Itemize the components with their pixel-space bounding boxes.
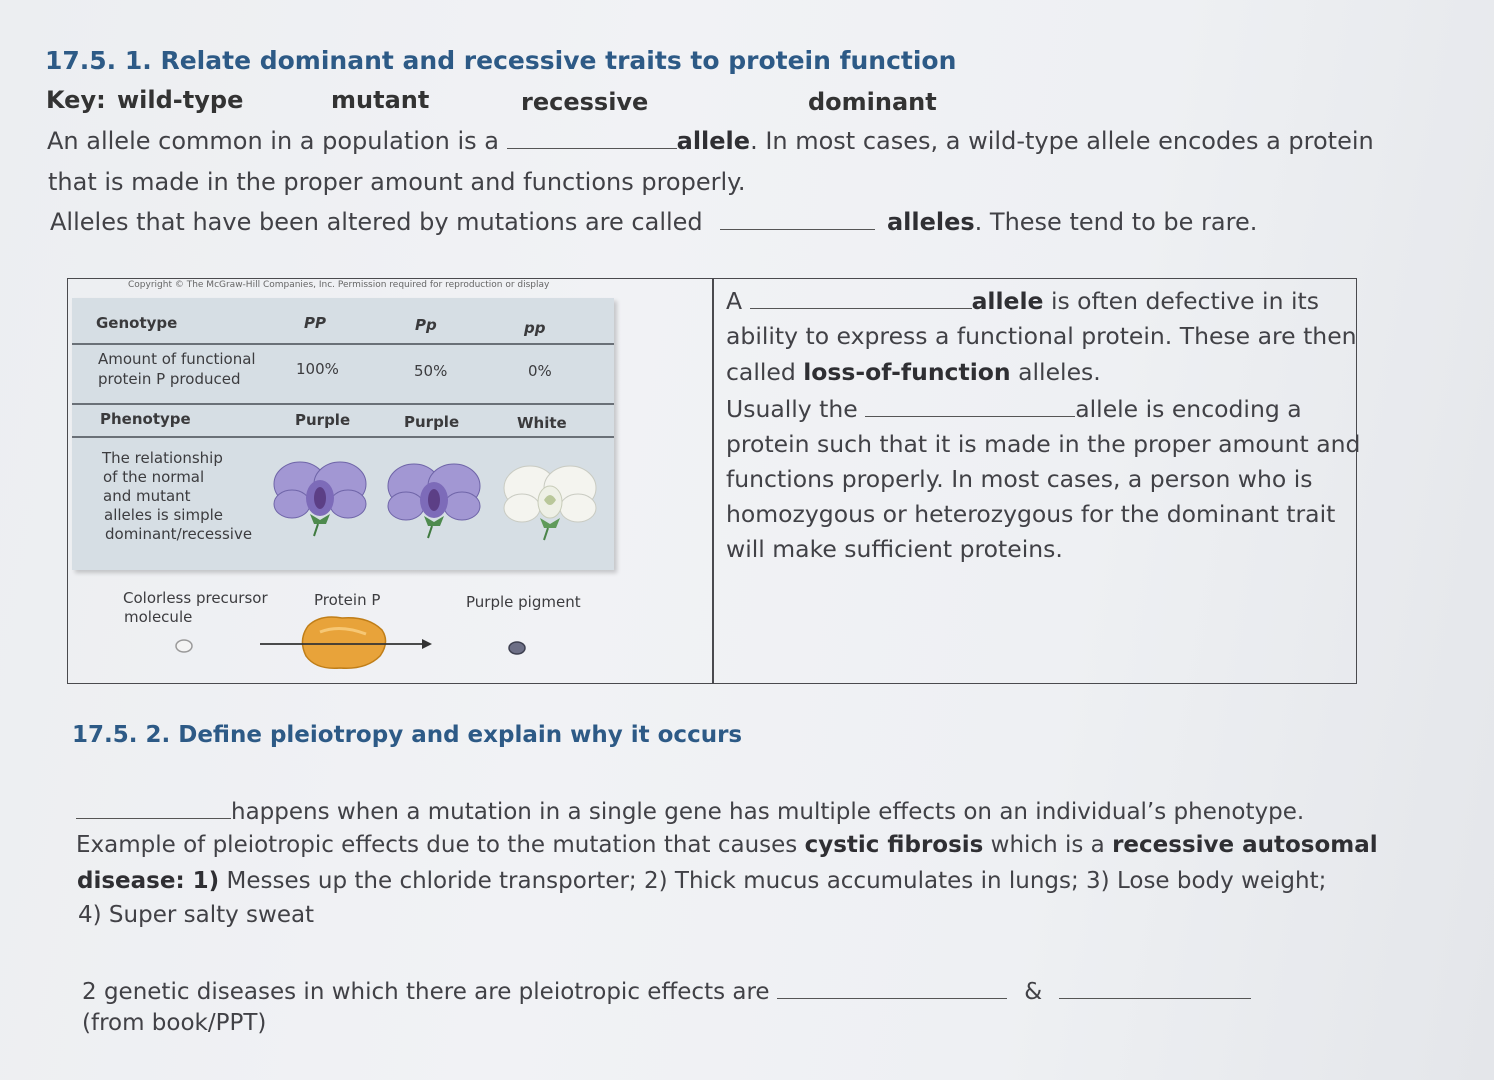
p2-bold: alleles <box>886 208 975 236</box>
s2-l2a: Example of pleiotropic effects due to the mutation that causes <box>76 832 805 858</box>
genotype-Pp: Pp <box>415 316 437 334</box>
amount-PP: 100% <box>296 360 339 378</box>
s2-l3-rest: Messes up the chloride transporter; 2) Thick mucus accumulates in lungs; 3) Lose body weight; <box>219 868 1327 894</box>
right-line-1 <box>726 286 1319 315</box>
blank-dominant[interactable] <box>865 394 1075 417</box>
pleiotropy-line-2 <box>76 832 1378 858</box>
paragraph-mutant <box>50 207 1257 236</box>
right-line-5: protein such that it is made in the proper amount and <box>726 430 1361 458</box>
relationship-line: and mutant <box>103 487 191 505</box>
protein-p-icon <box>302 617 385 668</box>
p2-text: Alleles that have been altered by mutations are called <box>50 208 703 236</box>
white-flower-icon <box>500 460 600 542</box>
right-line-2: ability to express a functional protein. These are then <box>726 322 1357 350</box>
right-line-3 <box>726 358 1101 386</box>
p1-line2: that is made in the proper amount and functions properly. <box>48 168 746 196</box>
relationship-line: The relationship <box>102 449 223 467</box>
r1-bold: allele <box>971 287 1044 315</box>
blank-recessive[interactable] <box>750 286 972 309</box>
arrow-head-icon <box>422 639 432 649</box>
pleiotropy-line-3 <box>77 868 1326 894</box>
diseases-question <box>82 976 1251 1005</box>
r3-bold: loss-of-function <box>803 358 1011 386</box>
s2-l2-bold1: cystic fibrosis <box>804 832 984 858</box>
r4-text-2: allele is encoding a <box>1075 395 1302 423</box>
right-line-4 <box>726 394 1302 423</box>
p1-text-2: . In most cases, a wild-type allele encodes a protein <box>750 127 1374 155</box>
phenotype-pp: White <box>517 414 567 432</box>
key-term-recessive: recessive <box>521 88 649 116</box>
phenotype-PP: Purple <box>295 411 351 429</box>
genotype-pp: pp <box>524 319 546 337</box>
section2-title: 17.5. 2. Define pleiotropy and explain why it occurs <box>72 722 743 748</box>
key-term-dominant: dominant <box>808 88 937 116</box>
copyright-note: Copyright © The McGraw-Hill Companies, Inc. Permission required for reproduction or display <box>128 280 550 290</box>
figure-rule <box>72 436 614 438</box>
genotype-figure <box>72 298 614 570</box>
r4-text: Usually the <box>726 395 858 423</box>
purple-flower-icon <box>384 458 484 540</box>
right-line-7: homozygous or heterozygous for the dominant trait <box>726 500 1336 528</box>
amount-label-1: Amount of functional <box>98 350 256 368</box>
blank-disease-1[interactable] <box>777 976 1007 999</box>
s2-l3-num: 1) <box>184 868 220 894</box>
purple-pigment-icon <box>509 642 525 654</box>
section1-title: 17.5. 1. Relate dominant and recessive traits to protein function <box>45 46 957 75</box>
pleiotropy-line-1 <box>76 796 1304 825</box>
precursor-molecule-icon <box>176 640 192 652</box>
s2-l2b: which is a <box>983 832 1113 858</box>
protein-label: Protein P <box>314 591 381 609</box>
figure-rule <box>72 403 614 405</box>
s2-l3-bold: disease: <box>77 868 185 894</box>
amount-pp: 0% <box>528 362 552 380</box>
key-term-mutant: mutant <box>331 86 430 114</box>
pleiotropy-line-4: 4) Super salty sweat <box>78 902 315 928</box>
key-term-wild-type: wild-type <box>117 86 244 114</box>
r3-text: called <box>726 358 804 386</box>
blank-wild-type[interactable] <box>507 126 677 149</box>
r1-text-2: is often defective in its <box>1043 287 1319 315</box>
pigment-label: Purple pigment <box>466 593 581 611</box>
right-line-6: functions properly. In most cases, a person who is <box>726 465 1313 493</box>
amount-Pp: 50% <box>414 362 448 380</box>
blank-disease-2[interactable] <box>1059 976 1251 999</box>
paragraph-wild-type <box>47 126 1374 155</box>
s2-l1: happens when a mutation in a single gene has multiple effects on an individual’s phenotype. <box>231 799 1305 825</box>
figure-rule <box>72 343 614 345</box>
genotype-label: Genotype <box>96 314 178 332</box>
right-line-8: will make sufficient proteins. <box>726 535 1063 563</box>
diseases-source: (from book/PPT) <box>82 1010 267 1036</box>
p1-bold: allele <box>676 127 751 155</box>
box-divider <box>712 278 714 684</box>
p1-text: An allele common in a population is a <box>47 127 499 155</box>
precursor-label-2: molecule <box>124 608 193 626</box>
s2-l2-bold2: recessive autosomal <box>1112 832 1378 858</box>
precursor-label: Colorless precursor <box>123 589 268 607</box>
pathway-diagram <box>170 612 540 674</box>
genotype-PP: PP <box>304 314 326 332</box>
blank-pleiotropy[interactable] <box>76 796 231 819</box>
key-label: Key: <box>46 86 106 114</box>
phenotype-Pp: Purple <box>404 413 460 431</box>
relationship-line: alleles is simple <box>104 506 223 524</box>
relationship-line: dominant/recessive <box>105 525 253 543</box>
p2-text-2: . These tend to be rare. <box>974 208 1258 236</box>
r3-text-2: alleles. <box>1010 358 1101 386</box>
amount-label-2: protein P produced <box>98 370 241 388</box>
q-text: 2 genetic diseases in which there are pleiotropic effects are <box>82 979 770 1005</box>
q-amp: & <box>1024 979 1043 1005</box>
blank-mutant[interactable] <box>720 207 875 230</box>
relationship-line: of the normal <box>103 468 205 486</box>
phenotype-label: Phenotype <box>100 410 191 428</box>
purple-flower-icon <box>270 456 370 538</box>
r1-text: A <box>726 287 743 315</box>
